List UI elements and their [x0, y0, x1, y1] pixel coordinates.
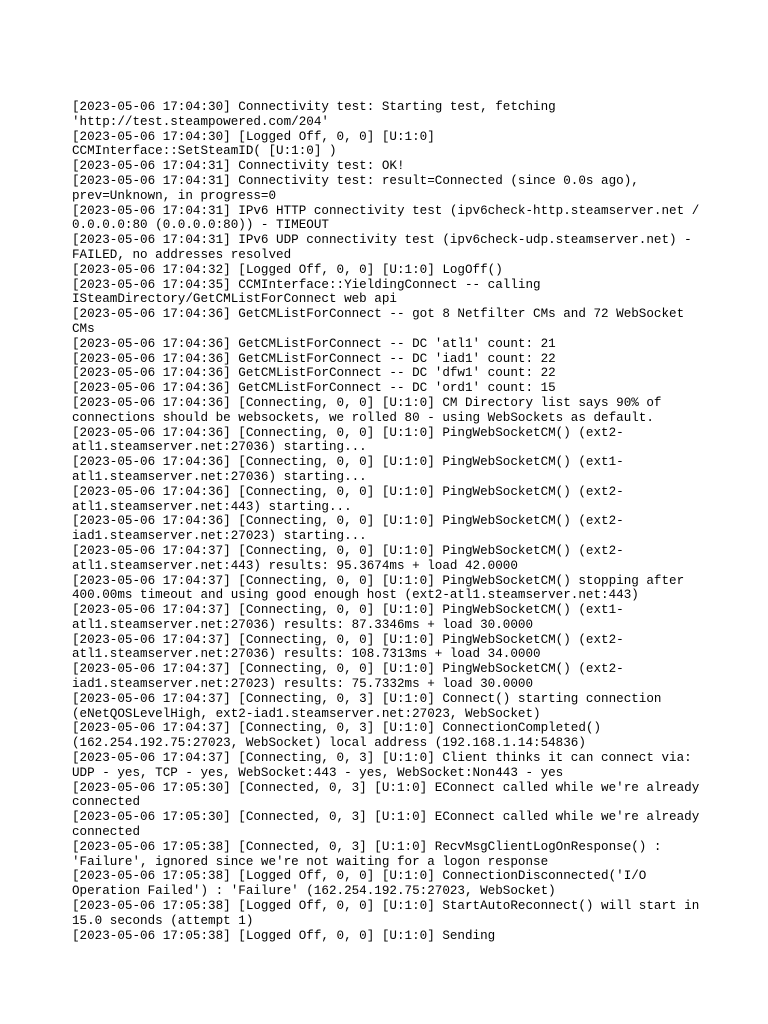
log-line: [2023-05-06 17:04:30] Connectivity test: Starting test, fetching	[72, 100, 556, 114]
log-line: [2023-05-06 17:05:38] [Logged Off, 0, 0] [U:1:0] StartAutoReconnect() will start in	[72, 899, 700, 914]
log-line: Operation Failed') : 'Failure' (162.254.192.75:27023, WebSocket)	[72, 884, 556, 899]
log-line: [2023-05-06 17:04:37] [Connecting, 0, 0] [U:1:0] PingWebSocketCM() (ext2-	[72, 632, 624, 647]
log-line: 400.00ms timeout and using good enough host (ext2-atl1.steamserver.net:443)	[72, 588, 639, 603]
log-line: [2023-05-06 17:04:36] GetCMListForConnect -- got 8 Netfilter CMs and 72 WebSocket	[72, 307, 685, 322]
log-line: atl1.steamserver.net:443) results: 95.3674ms + load 42.0000	[72, 558, 518, 573]
log-line: atl1.steamserver.net:27036) results: 87.3346ms + load 30.0000	[72, 617, 534, 632]
log-line: 'Failure', ignored since we're not waiting for a logon response	[72, 854, 549, 869]
log-line: [2023-05-06 17:04:31] Connectivity test: OK!	[72, 159, 405, 174]
log-line: UDP - yes, TCP - yes, WebSocket:443 - yes, WebSocket:Non443 - yes	[72, 765, 564, 780]
log-line: FAILED, no addresses resolved	[72, 247, 292, 262]
log-line: CMs	[72, 321, 95, 336]
log-text-block	[72, 100, 702, 943]
log-line: iad1.steamserver.net:27023) results: 75.7332ms + load 30.0000	[72, 677, 534, 692]
log-line: connections should be websockets, we rolled 80 - using WebSockets as default.	[72, 410, 654, 425]
log-line: [2023-05-06 17:04:37] [Connecting, 0, 3] [U:1:0] Client thinks it can connect via:	[72, 751, 692, 766]
log-line: [2023-05-06 17:04:36] [Connecting, 0, 0] [U:1:0] CM Directory list says 90% of	[72, 395, 662, 410]
log-line: [2023-05-06 17:04:37] [Connecting, 0, 3] [U:1:0] ConnectionCompleted()	[72, 721, 602, 736]
log-line: (162.254.192.75:27023, WebSocket) local address (192.168.1.14:54836)	[72, 736, 586, 751]
log-line: [2023-05-06 17:05:30] [Connected, 0, 3] [U:1:0] EConnect called while we're already	[72, 780, 700, 795]
log-line: (eNetQOSLevelHigh, ext2-iad1.steamserver.net:27023, WebSocket)	[72, 706, 541, 721]
log-line: [2023-05-06 17:05:38] [Logged Off, 0, 0] [U:1:0] Sending	[72, 928, 496, 943]
log-line: connected	[72, 795, 141, 810]
log-line: [2023-05-06 17:04:32] [Logged Off, 0, 0] [U:1:0] LogOff()	[72, 262, 503, 277]
log-line: [2023-05-06 17:04:37] [Connecting, 0, 0] [U:1:0] PingWebSocketCM() (ext1-	[72, 603, 624, 618]
log-line: [2023-05-06 17:04:37] [Connecting, 0, 0] [U:1:0] PingWebSocketCM() stopping after	[72, 573, 685, 588]
log-line: [2023-05-06 17:05:38] [Connected, 0, 3] [U:1:0] RecvMsgClientLogOnResponse() :	[72, 839, 662, 854]
log-line: [2023-05-06 17:04:36] GetCMListForConnect -- DC 'ord1' count: 15	[72, 381, 556, 396]
log-line: 'http://test.steampowered.com/204'	[72, 114, 329, 129]
log-line: [2023-05-06 17:05:38] [Logged Off, 0, 0] [U:1:0] ConnectionDisconnected('I/O	[72, 869, 647, 884]
log-line: [2023-05-06 17:04:30] [Logged Off, 0, 0] [U:1:0]	[72, 129, 435, 144]
log-line: [2023-05-06 17:04:31] IPv6 UDP connectivity test (ipv6check-udp.steamserver.net) -	[72, 233, 692, 248]
log-line: [2023-05-06 17:04:36] GetCMListForConnect -- DC 'dfw1' count: 22	[72, 366, 556, 381]
log-line: [2023-05-06 17:04:37] [Connecting, 0, 0] [U:1:0] PingWebSocketCM() (ext2-	[72, 662, 624, 677]
log-line: [2023-05-06 17:04:36] [Connecting, 0, 0] [U:1:0] PingWebSocketCM() (ext2-	[72, 514, 624, 529]
log-line: atl1.steamserver.net:443) starting...	[72, 499, 352, 514]
log-line: atl1.steamserver.net:27036) results: 108.7313ms + load 34.0000	[72, 647, 541, 662]
log-line: connected	[72, 825, 141, 840]
log-line: atl1.steamserver.net:27036) starting...	[72, 440, 367, 455]
log-line: atl1.steamserver.net:27036) starting...	[72, 469, 367, 484]
log-line: [2023-05-06 17:04:37] [Connecting, 0, 0] [U:1:0] PingWebSocketCM() (ext2-	[72, 543, 624, 558]
log-line: [2023-05-06 17:04:36] [Connecting, 0, 0] [U:1:0] PingWebSocketCM() (ext2-	[72, 484, 624, 499]
log-line: [2023-05-06 17:05:30] [Connected, 0, 3] [U:1:0] EConnect called while we're already	[72, 810, 700, 825]
log-line: iad1.steamserver.net:27023) starting...	[72, 529, 367, 544]
log-line: [2023-05-06 17:04:36] GetCMListForConnect -- DC 'iad1' count: 22	[72, 351, 556, 366]
log-line: [2023-05-06 17:04:35] CCMInterface::YieldingConnect -- calling	[72, 277, 541, 292]
log-line: 15.0 seconds (attempt 1)	[72, 913, 254, 928]
log-line: [2023-05-06 17:04:37] [Connecting, 0, 3] [U:1:0] Connect() starting connection	[72, 691, 662, 706]
log-line: ISteamDirectory/GetCMListForConnect web api	[72, 292, 397, 307]
log-line: [2023-05-06 17:04:36] [Connecting, 0, 0] [U:1:0] PingWebSocketCM() (ext1-	[72, 455, 624, 470]
log-line: [2023-05-06 17:04:31] IPv6 HTTP connectivity test (ipv6check-http.steamserver.net /	[72, 203, 700, 218]
log-line: 0.0.0.0:80 (0.0.0.0:80)) - TIMEOUT	[72, 218, 329, 233]
log-line: prev=Unknown, in progress=0	[72, 188, 277, 203]
log-line: [2023-05-06 17:04:36] GetCMListForConnect -- DC 'atl1' count: 21	[72, 336, 556, 351]
log-line: CCMInterface::SetSteamID( [U:1:0] )	[72, 144, 337, 159]
log-line: [2023-05-06 17:04:36] [Connecting, 0, 0] [U:1:0] PingWebSocketCM() (ext2-	[72, 425, 624, 440]
log-line: [2023-05-06 17:04:31] Connectivity test: result=Connected (since 0.0s ago),	[72, 173, 639, 188]
